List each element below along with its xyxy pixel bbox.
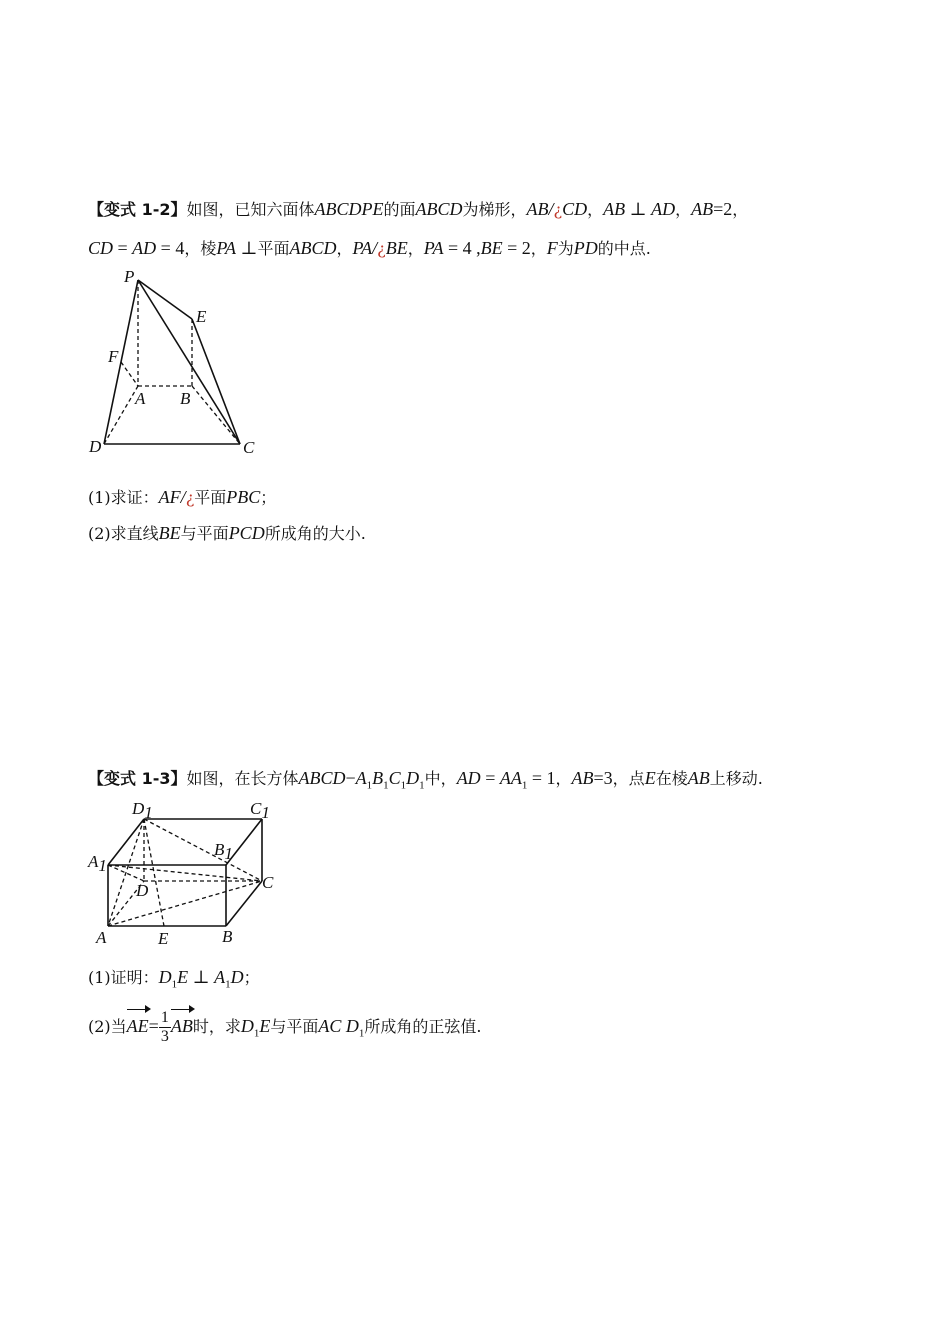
cuboid-figure [80, 795, 280, 955]
label-A1: A1 [88, 852, 107, 875]
label-C1: C1 [250, 799, 270, 822]
label-D: D [136, 881, 149, 900]
edge-FA [121, 362, 138, 386]
label-D: D [89, 437, 102, 456]
label-D1: D1 [132, 799, 153, 822]
label-E: E [196, 307, 207, 326]
edge-AC [108, 881, 262, 926]
problem-1-3-tag: 【变式 1-3】 [88, 769, 187, 788]
label-C: C [262, 873, 274, 892]
edge-BC [226, 881, 262, 926]
problem-1-3-question-2: (2)当AE= $\frac{1}{3}$ AB时，求$D_1E$与平面AC $D_1$所成角的正弦值. [88, 1009, 482, 1045]
label-B: B [180, 389, 191, 408]
edge-A1D1 [108, 819, 144, 865]
edge-EC [192, 319, 240, 444]
edge-A1C [108, 865, 262, 881]
fraction-one-third: $\frac{1}{3}$ [160, 1009, 169, 1045]
label-F: F [108, 347, 119, 366]
problem-1-2-question-1: (1)求证：AF/¿平面PBC； [88, 487, 277, 507]
edge-D1E [144, 819, 164, 926]
problem-1-3-question-1: (1)证明：$D_1E$ ⊥ $A_1D$； [88, 967, 260, 991]
edge-D1C [144, 819, 262, 881]
label-A: A [96, 928, 107, 947]
edge-PE [138, 280, 192, 319]
label-C: C [243, 438, 255, 457]
problem-1-2-line-2: CD = AD = 4，棱PA ⊥平面ABCD，PA/¿BE，PA = 4 ,BE = 2，F为PD的中点. [88, 238, 651, 258]
label-E: E [158, 929, 169, 948]
label-B: B [222, 927, 233, 946]
edge-AD [104, 386, 138, 444]
label-A: A [135, 389, 146, 408]
problem-1-2-tag: 【变式 1-2】 [88, 200, 187, 219]
problem-1-3-line-1: 【变式 1-3】如图，在长方体$ABCD-A_1B_1C_1D_1$中，AD = $AA_1 = 1$，AB=3，点E在棱AB上移动. [88, 768, 763, 792]
edge-BC [192, 386, 240, 444]
edge-D1A [108, 819, 144, 926]
label-P: P [124, 267, 135, 286]
label-B1: B1 [214, 840, 233, 863]
problem-1-2-line-1: 【变式 1-2】如图，已知六面体ABCDPE的面ABCD为梯形，AB/¿CD，AB ⊥ AD，AB=2， [88, 199, 749, 219]
problem-1-2-question-2: (2)求直线BE与平面PCD所成角的大小. [88, 523, 366, 543]
edge-PC [138, 280, 240, 444]
hexahedron-figure [80, 262, 280, 462]
